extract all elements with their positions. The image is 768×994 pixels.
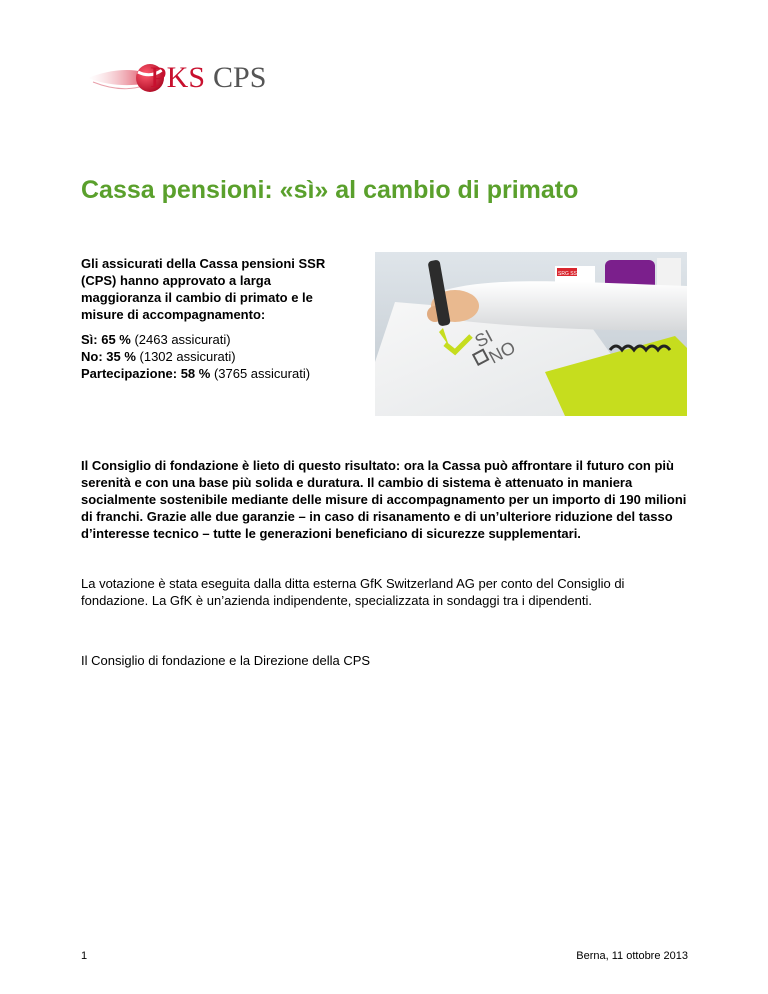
result-row-yes: [81, 331, 371, 348]
signature-line: Il Consiglio di fondazione e la Direzione della CPS: [81, 653, 371, 668]
voting-results: [81, 331, 371, 382]
page-number: 1: [81, 950, 88, 962]
intro-paragraph: Gli assicurati della Cassa pensioni SSR (CPS) hanno approvato a larga maggioranza il cambio di primato e le misure di accompagnamento:: [81, 256, 326, 322]
ballot-no: NO: [485, 337, 519, 368]
gfk-paragraph: La votazione è stata eseguita dalla ditta esterna GfK Switzerland AG per conto del Consiglio di fondazione. La GfK è un’azienda indipendente, specializzata in sondaggi tra i dipendenti.: [81, 576, 625, 608]
ballot-illustration: [375, 252, 687, 416]
logo-pks: PKS: [150, 61, 206, 94]
box-label: SRG SSR: [558, 271, 581, 277]
result-detail: (1302 assicurati): [135, 349, 236, 364]
result-label: Sì: 65 %: [81, 332, 131, 347]
main-paragraph: Il Consiglio di fondazione è lieto di questo risultato: ora la Cassa può affrontare il futuro con più serenità e con una base più solida e duratura. Il cambio di sistema è attenuato in maniera socialmente sostenibile mediante delle misure di accompagnamento per un importo di 190 milioni di franchi. Grazie alle due garanzie – in caso di risanamento e di un’ulteriore riduzione del tasso d’interesse tecnico – tutte le generazioni beneficiano di sicurezze supplementari.: [81, 458, 687, 541]
page-title: Cassa pensioni: «sì» al cambio di primato: [81, 176, 579, 204]
document-date: Berna, 11 ottobre 2013: [576, 950, 688, 962]
result-detail: (3765 assicurati): [210, 366, 311, 381]
result-row-no: [81, 348, 371, 365]
result-label: Partecipazione: 58 %: [81, 366, 211, 381]
result-detail: (2463 assicurati): [130, 332, 231, 347]
ballot-yes: SI: [471, 325, 496, 352]
logo-wordmark: [150, 58, 266, 98]
logo-cps: CPS: [213, 61, 267, 94]
result-label: No: 35 %: [81, 349, 136, 364]
result-row-participation: [81, 365, 371, 382]
